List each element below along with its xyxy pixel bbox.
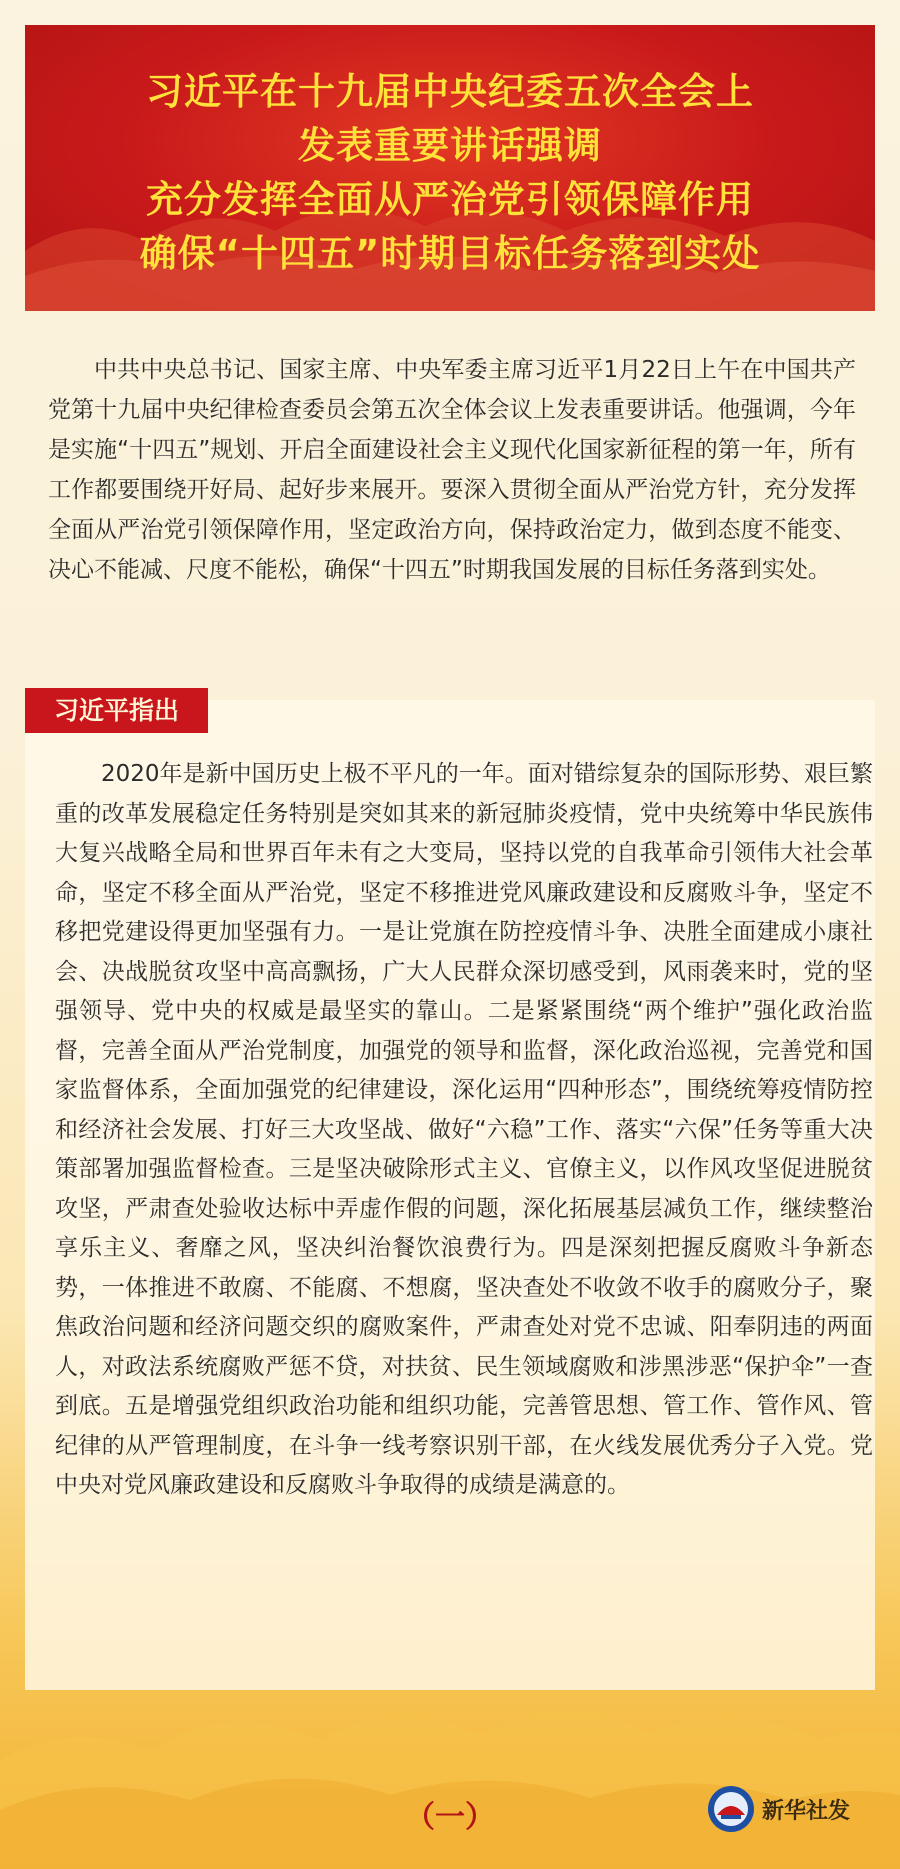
title-banner	[25, 25, 875, 311]
intro-paragraph: 中共中央总书记、国家主席、中央军委主席习近平1月22日上午在中国共产党第十九届中央纪律检查委员会第五次全体会议上发表重要讲话。他强调，今年是实施“十四五”规划、开启全面建设社会主义现代化国家新征程的第一年，所有工作都要围绕开好局、起好步来展开。要深入贯彻全面从严治党方针，充分发挥全面从严治党引领保障作用，坚定政治方向，保持政治定力，做到态度不能变、决心不能减、尺度不能松，确保“十四五”时期我国发展的目标任务落到实处。	[48, 357, 856, 583]
quote-paragraph: 2020年是新中国历史上极不平凡的一年。面对错综复杂的国际形势、艰巨繁重的改革发展稳定任务特别是突如其来的新冠肺炎疫情，党中央统筹中华民族伟大复兴战略全局和世界百年未有之大变局，坚持以党的自我革命引领伟大社会革命，坚定不移全面从严治党，坚定不移推进党风廉政建设和反腐败斗争，坚定不移把党建设得更加坚强有力。一是让党旗在防控疫情斗争、决胜全面建成小康社会、决战脱贫攻坚中高高飘扬，广大人民群众深切感受到，风雨袭来时，党的坚强领导、党中央的权威是最坚实的靠山。二是紧紧围绕“两个维护”强化政治监督，完善全面从严治党制度，加强党的领导和监督，深化政治巡视，完善党和国家监督体系，全面加强党的纪律建设，深化运用“四种形态”，围绕统筹疫情防控和经济社会发展、打好三大攻坚战、做好“六稳”工作、落实“六保”任务等重大决策部署加强监督检查。三是坚决破除形式主义、官僚主义，以作风攻坚促进脱贫攻坚，严肃查处验收达标中弄虚作假的问题，深化拓展基层减负工作，继续整治享乐主义、奢靡之风，坚决纠治餐饮浪费行为。四是深刻把握反腐败斗争新态势，一体推进不敢腐、不能腐、不想腐，坚决查处不收敛不收手的腐败分子，聚焦政治问题和经济问题交织的腐败案件，严肃查处对党不忠诚、阳奉阴违的两面人，对政法系统腐败严惩不贷，对扶贫、民生领域腐败和涉黑涉恶“保护伞”一查到底。五是增强党组织政治功能和组织功能，完善管思想、管工作、管作风、管纪律的从严管理制度，在斗争一线考察识别干部，在火线发展优秀分子入党。党中央对党风廉政建设和反腐败斗争取得的成绩是满意的。	[55, 761, 873, 1498]
agency-name: 新华社发	[762, 1799, 851, 1824]
title-line-4: 确保“十四五”时期目标任务落到实处	[139, 232, 761, 275]
banner-title	[25, 65, 875, 281]
xinhua-logo-icon	[707, 1785, 755, 1833]
title-line-3: 充分发挥全面从严治党引领保障作用	[146, 178, 754, 221]
page-number: （一）	[405, 1800, 495, 1835]
title-line-1: 习近平在十九届中央纪委五次全会上	[146, 70, 754, 113]
section-label: 习近平指出	[25, 688, 208, 733]
title-line-2: 发表重要讲话强调	[298, 124, 602, 167]
